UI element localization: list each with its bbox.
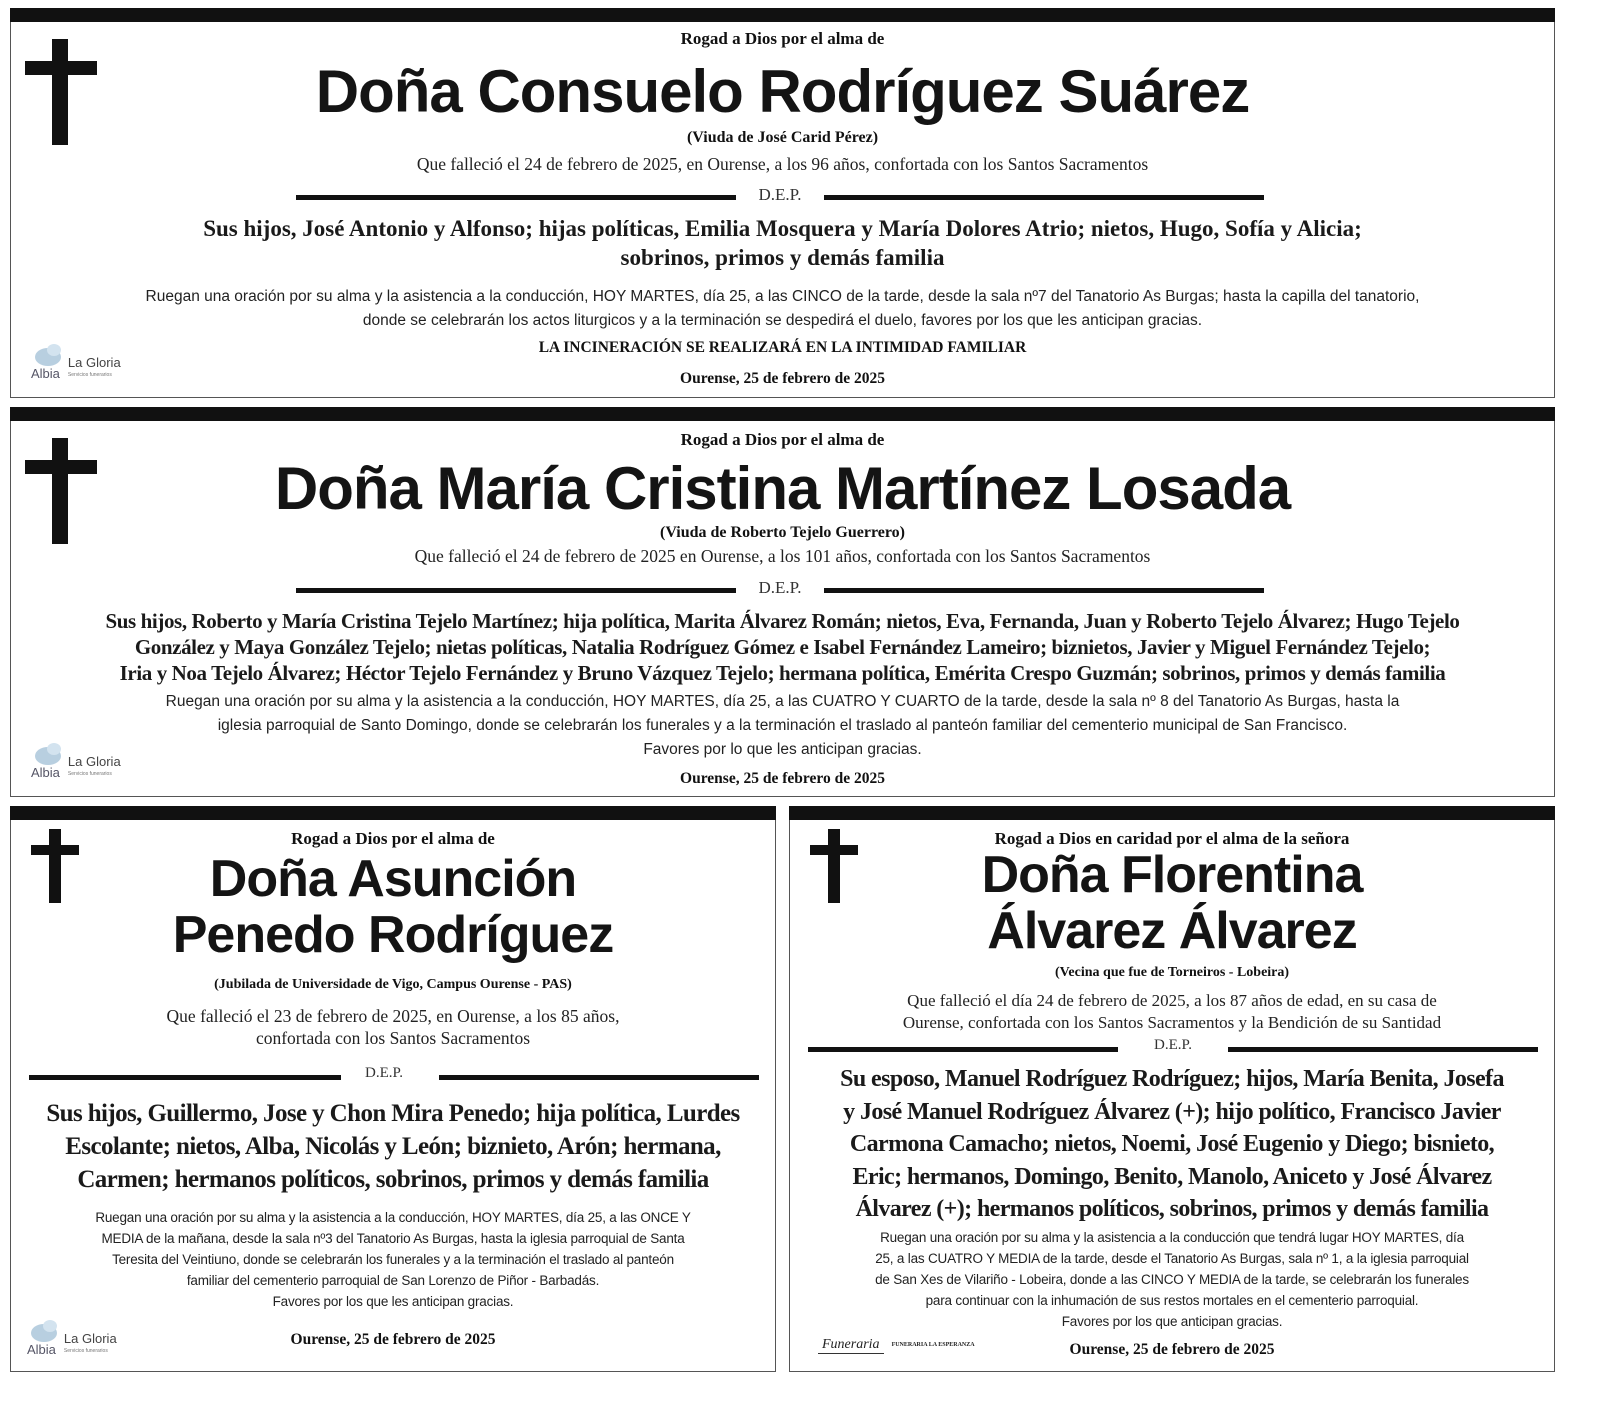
death-details: Que falleció el 24 de febrero de 2025 en Ourense, a los 101 años, confortada con los Santos Sacramentos <box>414 546 1151 566</box>
la-gloria-logo-text: La Gloria <box>67 355 121 370</box>
funeral-details <box>790 1227 1554 1332</box>
albia-la-gloria-logo: Albia La Gloria Servicios funerarios <box>31 756 121 780</box>
family-line: Álvarez (+); hermanos políticos, sobrinos, primos y demás familia <box>855 1196 1489 1222</box>
family-line: Sus hijos, José Antonio y Alfonso; hijas políticas, Emilia Mosquera y María Dolores Atrio; nietos, Hugo, Sofía y Alicia; <box>203 216 1362 241</box>
family-list <box>11 1097 775 1196</box>
family-line: Sus hijos, Guillermo, Jose y Chon Mira Penedo; hija política, Lurdes <box>46 1100 740 1127</box>
notice-header: Rogad a Dios por el alma de <box>680 430 885 449</box>
funeral-line: MEDIA de la mañana, desde la sala nº3 del Tanatorio As Burgas, hasta la iglesia parroquial de Santa <box>101 1231 685 1246</box>
funeral-line: para continuar con la inhumación de sus restos mortales en el cementerio parroquial. <box>925 1293 1419 1308</box>
family-line: Sus hijos, Roberto y María Cristina Tejelo Martínez; hija política, Marita Álvarez Román; nietos, Eva, Fernanda, Juan y Roberto Tejelo Álvarez; Hugo Tejelo <box>105 609 1460 633</box>
deceased-subtitle: (Viuda de Roberto Tejelo Guerrero) <box>659 524 905 541</box>
top-black-bar <box>789 806 1555 820</box>
top-black-bar <box>10 8 1555 22</box>
family-line: Escolante; nietos, Alba, Nicolás y León; biznieto, Arón; hermana, <box>65 1133 721 1160</box>
obituary-notice-4 <box>789 806 1555 1372</box>
dep-label: D.E.P. <box>758 185 802 204</box>
family-line: González y Maya González Tejelo; nietas políticas, Natalia Rodríguez Gómez e Isabel Fernández Lameiro; biznietos, Javier y Miguel Fernández Tejelo; <box>134 635 1431 659</box>
funeral-line: iglesia parroquial de Santo Domingo, donde se celebrarán los funerales y a la terminación el traslado al panteón familiar del cementerio municipal de San Francisco. <box>217 717 1348 734</box>
notice-header: Rogad a Dios por el alma de <box>680 29 885 48</box>
deceased-name: Doña Consuelo Rodríguez Suárez <box>315 58 1250 125</box>
albia-logo-text: Albia <box>31 366 60 381</box>
funeral-line: donde se celebrarán los actos liturgicos y a la terminación se despedirá el duelo, favores por los que les anticipan gracias. <box>362 312 1203 329</box>
notice-date: Ourense, 25 de febrero de 2025 <box>680 770 885 787</box>
funeral-details <box>11 285 1554 333</box>
top-black-bar <box>10 806 776 820</box>
obituary-notice-2 <box>10 407 1555 797</box>
family-list <box>790 1063 1554 1226</box>
funeral-line: Ruegan una oración por su alma y la asistencia a la conducción que tendrá lugar HOY MARTES, día <box>880 1230 1464 1245</box>
la-gloria-logo-text: La Gloria <box>63 1331 117 1346</box>
family-line: sobrinos, primos y demás familia <box>620 245 945 270</box>
family-line: Carmona Camacho; nietos, Noemi, José Eugenio y Diego; bisnieto, <box>849 1131 1495 1157</box>
funeral-line: Ruegan una oración por su alma y la asistencia a la conducción, HOY MARTES, día 25, a las CUATRO Y CUARTO de la tarde, desde la sala nº 8 del Tanatorio As Burgas, hasta la <box>165 693 1400 710</box>
death-details <box>790 990 1554 1034</box>
albia-logo-text: Albia <box>27 1342 56 1357</box>
notice-date: Ourense, 25 de febrero de 2025 <box>1069 1341 1275 1358</box>
name-line: Álvarez Álvarez <box>987 902 1357 960</box>
family-line: y José Manuel Rodríguez Álvarez (+); hijo político, Francisco Javier <box>843 1098 1501 1125</box>
name-line: Penedo Rodríguez <box>172 906 614 964</box>
funeral-line: Teresita del Veintiuno, donde se celebrarán los funerales y a la terminación el traslado al panteón <box>112 1252 674 1267</box>
family-line: Iria y Noa Tejelo Álvarez; Héctor Tejelo Fernández y Bruno Vázquez Tejelo; hermana política, Emérita Crespo Guzmán; sobrinos, primos y demás familia <box>119 661 1446 685</box>
family-list <box>11 214 1554 272</box>
albia-la-gloria-logo: Albia La Gloria Servicios funerarios <box>31 357 121 381</box>
death-line: confortada con los Santos Sacramentos <box>255 1028 531 1048</box>
funeraria-logo <box>818 1337 975 1354</box>
deceased-subtitle: (Viuda de José Carid Pérez) <box>686 129 879 146</box>
albia-la-gloria-logo: Albia La Gloria Servicios funerarios <box>27 1333 117 1357</box>
deceased-subtitle: (Vecina que fue de Torneiros - Lobeira) <box>1054 965 1290 980</box>
funeral-line: Favores por lo que les anticipan gracias. <box>643 741 922 758</box>
notice-date: Ourense, 25 de febrero de 2025 <box>680 370 885 387</box>
deceased-subtitle: (Jubilada de Universidade de Vigo, Campus Ourense - PAS) <box>214 977 572 992</box>
dep-label: D.E.P. <box>365 1065 403 1081</box>
deceased-name <box>790 847 1554 959</box>
dep-divider <box>296 578 1264 600</box>
la-gloria-logo-text: La Gloria <box>67 754 121 769</box>
funeral-line: familiar del cementerio parroquial de San Lorenzo de Piñor - Barbadás. <box>186 1273 600 1288</box>
name-line: Doña Florentina <box>981 846 1363 904</box>
death-line: Ourense, confortada con los Santos Sacramentos y la Bendición de su Santidad <box>902 1013 1442 1032</box>
family-line: Carmen; hermanos políticos, sobrinos, primos y demás familia <box>77 1166 709 1193</box>
funeral-details <box>11 1207 775 1312</box>
deceased-name: Doña María Cristina Martínez Losada <box>274 455 1291 522</box>
notice-date: Ourense, 25 de febrero de 2025 <box>290 1331 496 1348</box>
dep-label: D.E.P. <box>1154 1037 1192 1053</box>
dep-label: D.E.P. <box>758 578 802 597</box>
funeral-line: Favores por los que les anticipan gracias. <box>272 1294 514 1309</box>
family-line: Eric; hermanos, Domingo, Benito, Manolo, Aniceto y José Álvarez <box>852 1163 1492 1190</box>
death-line: Que falleció el día 24 de febrero de 2025, a los 87 años de edad, en su casa de <box>907 991 1437 1010</box>
obituary-notice-1 <box>10 8 1555 398</box>
dep-divider <box>296 185 1264 207</box>
albia-logo-text: Albia <box>31 765 60 780</box>
deceased-name <box>11 851 775 963</box>
name-line: Doña Asunción <box>209 850 577 908</box>
cremation-note: LA INCINERACIÓN SE REALIZARÁ EN LA INTIMIDAD FAMILIAR <box>538 339 1027 356</box>
funeral-line: Favores por los que anticipan gracias. <box>1061 1314 1283 1329</box>
funeral-line: 25, a las CUATRO Y MEDIA de la tarde, desde el Tanatorio As Burgas, sala nº 1, a la iglesia parroquial <box>875 1251 1469 1266</box>
dep-divider <box>29 1065 759 1087</box>
funeral-line: Ruegan una oración por su alma y la asistencia a la conducción, HOY MARTES, día 25, a las ONCE Y <box>95 1210 691 1225</box>
funeral-line: Ruegan una oración por su alma y la asistencia a la conducción, HOY MARTES, día 25, a las CINCO de la tarde, desde la sala nº7 del Tanatorio As Burgas; hasta la capilla del tanatorio, <box>145 288 1420 305</box>
family-line: Su esposo, Manuel Rodríguez Rodríguez; hijos, María Benita, Josefa <box>840 1066 1504 1092</box>
notice-header: Rogad a Dios en caridad por el alma de la señora <box>994 829 1350 848</box>
death-details <box>11 1005 775 1049</box>
notice-header: Rogad a Dios por el alma de <box>291 829 495 848</box>
death-details: Que falleció el 24 de febrero de 2025, en Ourense, a los 96 años, confortada con los Santos Sacramentos <box>416 154 1149 174</box>
family-list <box>11 608 1554 686</box>
funeraria-logo-signature: Funeraria <box>818 1337 884 1354</box>
top-black-bar <box>10 407 1555 421</box>
obituary-notice-3 <box>10 806 776 1372</box>
funeral-line: de San Xes de Vilariño - Lobeira, donde a las CINCO Y MEDIA de la tarde, se celebrarán los funerales <box>875 1272 1469 1287</box>
death-line: Que falleció el 23 de febrero de 2025, en Ourense, a los 85 años, <box>166 1006 620 1026</box>
dep-divider <box>808 1037 1538 1059</box>
funeral-details <box>11 690 1554 762</box>
funeraria-logo-tag: FUNERARIA LA ESPERANZA <box>891 1341 975 1348</box>
